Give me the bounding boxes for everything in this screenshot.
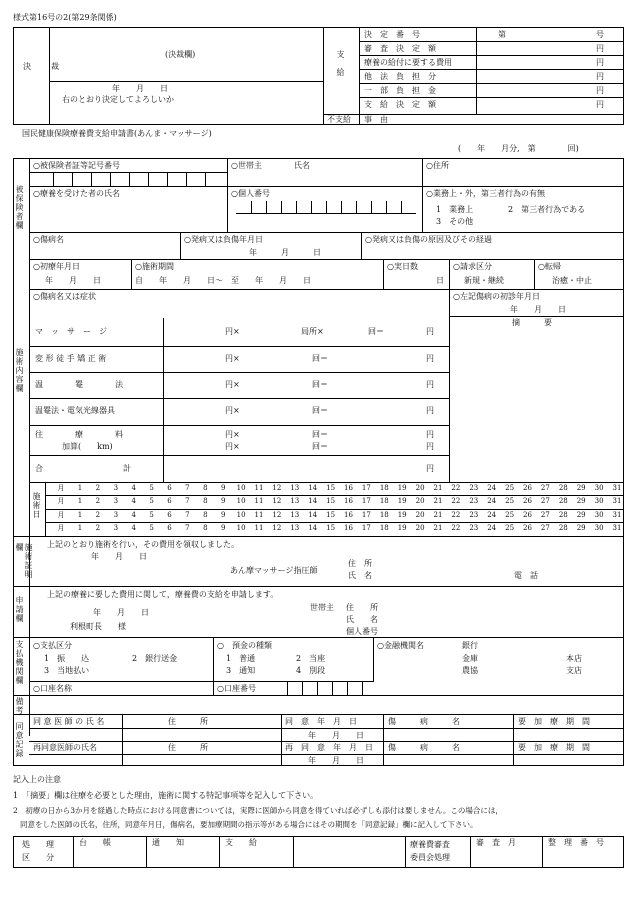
pay-type-label: ○支払区分 [33, 641, 72, 650]
day-cell[interactable]: 5 [149, 497, 154, 505]
day-cell[interactable]: 29 [576, 497, 586, 505]
treatment-item-c3: 回＝ [312, 380, 328, 389]
day-cell[interactable]: 25 [505, 497, 515, 505]
mayor-label: 利根町長 様 [70, 622, 126, 631]
day-cell[interactable]: 2 [95, 484, 101, 492]
treatment-item-c1: 円× [225, 406, 240, 415]
day-cell[interactable]: 11 [254, 511, 264, 519]
day-cell[interactable]: 20 [415, 511, 425, 519]
day-cell[interactable]: 19 [397, 497, 407, 505]
treatment-item-c1: 円× [225, 380, 240, 389]
day-cell[interactable]: 30 [594, 524, 604, 532]
day-cell[interactable]: 18 [379, 511, 389, 519]
day-cell[interactable]: 18 [379, 524, 389, 532]
treatment-item-c4: 円 [426, 380, 434, 389]
consent-date-label: 同 意 年 月 日 [285, 717, 357, 726]
day-cell[interactable]: 18 [379, 497, 389, 505]
deposit-opt3: 3 通知 [226, 666, 256, 675]
day-cell[interactable]: 28 [558, 497, 568, 505]
re-consent-date-label: 再 同 意 年 月 日 [285, 743, 373, 752]
period-field-label: ○施術期間 [135, 262, 174, 271]
pay-row-value: 第 [498, 30, 506, 39]
day-cell[interactable]: 30 [594, 511, 604, 519]
day-cell[interactable]: 21 [433, 524, 443, 532]
pay-row-unit: 円 [596, 58, 604, 67]
day-cell[interactable]: 9 [220, 511, 226, 519]
day-cell[interactable]: 26 [523, 524, 532, 532]
symptom-label: ○傷病名又は症状 [33, 292, 96, 301]
certificate-ymd: 年 月 日 [91, 552, 147, 561]
day-cell[interactable]: 21 [433, 497, 443, 505]
day-cell[interactable]: 6 [167, 511, 172, 519]
treatment-item-c3: 回＝ [368, 327, 384, 336]
first-date-label: ○初療年月日 [33, 262, 80, 271]
footer-shinsa: 審 査 月 [476, 838, 516, 847]
payment-side-label: 支 給 [336, 50, 345, 77]
note-2: 2 初療の日から3か月を経過した時点における同意書については，実際に医師から同意を得ていれば必ずしも添付は要しません。この場合には， [13, 806, 503, 815]
days-row [48, 523, 623, 533]
re-consent-disease-label: 傷 病 名 [388, 743, 460, 752]
treatment-item-c4: 円 [426, 354, 434, 363]
day-cell[interactable]: 13 [290, 524, 300, 532]
day-cell[interactable]: 7 [185, 511, 190, 519]
onset-label: ○発病又は負傷年月日 [184, 235, 263, 244]
day-cell[interactable]: 21 [433, 511, 443, 519]
day-cell[interactable]: 14 [308, 511, 318, 519]
pay-row-label: 一 部 負 担 金 [364, 86, 436, 95]
day-cell[interactable]: 12 [272, 497, 282, 505]
footer-committee: 療養費審査 [410, 840, 450, 849]
day-cell[interactable]: 3 [113, 484, 119, 492]
day-cell[interactable]: 31 [612, 497, 622, 505]
day-cell[interactable]: 5 [149, 484, 154, 492]
pay-row-label: 支 給 決 定 額 [364, 100, 436, 109]
day-cell[interactable]: 17 [361, 497, 371, 505]
day-cell[interactable]: 7 [185, 497, 190, 505]
day-cell[interactable]: 28 [558, 511, 568, 519]
day-cell[interactable]: 15 [326, 524, 336, 532]
treatment-item-c2: 局所× [301, 327, 324, 336]
footer-tsuchi: 通 知 [152, 838, 184, 847]
pay-type-opt2: 2 銀行送金 [132, 654, 178, 663]
day-cell[interactable]: 2 [95, 511, 101, 519]
address-label: ○住所 [426, 161, 449, 170]
footer-daicho: 台 帳 [79, 838, 111, 847]
claim-label: ○請求区分 [453, 262, 492, 271]
consent-ymd: 年 月 日 [308, 731, 364, 740]
approve-text: 右のとおり決定してよろしいか [62, 95, 174, 104]
day-cell[interactable]: 31 [612, 524, 622, 532]
bank-side-label: 支払機関欄 [15, 640, 24, 685]
day-cell[interactable]: 8 [203, 511, 208, 519]
day-cell[interactable]: 4 [131, 497, 136, 505]
day-cell[interactable]: 22 [451, 511, 461, 519]
treatment-item-name: マ ッ サ ー ジ [35, 327, 107, 336]
day-cell[interactable]: 2 [95, 497, 101, 505]
branch-shiten: 支店 [566, 666, 582, 675]
pay-row-unit: 円 [596, 72, 604, 81]
day-cell[interactable]: 10 [236, 497, 246, 505]
day-cell[interactable]: 27 [540, 511, 550, 519]
day-cell[interactable]: 26 [523, 511, 532, 519]
period-label: ( 年 月分, 第 回) [458, 144, 579, 153]
day-cell[interactable]: 18 [379, 484, 389, 492]
day-cell[interactable]: 13 [290, 497, 300, 505]
day-cell[interactable]: 12 [272, 484, 282, 492]
day-cell[interactable]: 30 [594, 497, 604, 505]
pay-type-opt3: 3 当地払い [44, 666, 90, 675]
day-cell[interactable]: 6 [167, 524, 172, 532]
application-side-label: 申請欄 [15, 596, 24, 623]
disease-label: ○傷病名 [33, 235, 64, 244]
day-cell[interactable]: 10 [236, 524, 246, 532]
application-text: 上記の療養に要した費用に関して，療養費の支給を申請します。 [47, 590, 279, 599]
day-cell[interactable]: 6 [167, 484, 172, 492]
day-cell[interactable]: 28 [558, 484, 568, 492]
householder-sign: 世帯主 [310, 603, 334, 612]
kessai-area: (決裁欄) [165, 50, 196, 59]
day-cell[interactable]: 15 [326, 497, 336, 505]
day-cell[interactable]: 23 [469, 511, 479, 519]
days-label: ○実日数 [387, 262, 418, 271]
claim-opts: 新規・継続 [464, 276, 504, 285]
footer-kubun: 区 分 [22, 853, 54, 862]
application-pno: 個人番号 [346, 627, 378, 636]
consent-side-label: 同意記録 [15, 722, 24, 758]
kessai-label: 決 裁 [23, 62, 65, 71]
notes-title: 記入上の注意 [13, 775, 61, 784]
treatment-item-name: 変 形 徒 手 矯 正 術 [35, 354, 107, 363]
third-party-opt1: 1 業務上 [436, 205, 474, 214]
treatment-item-c3: 回＝ [312, 354, 328, 363]
re-doctor-label: 再同意医師の氏名 [33, 743, 97, 752]
certificate-side-label: 施術証明欄 [15, 543, 33, 579]
treatment-item-c3: 回＝ [312, 430, 328, 439]
deposit-opt2: 2 当座 [296, 654, 326, 663]
pay-row-unit: 円 [596, 100, 604, 109]
day-cell[interactable]: 1 [77, 524, 83, 532]
pay-row-unit: 円 [596, 86, 604, 95]
day-cell[interactable]: 11 [254, 497, 264, 505]
day-cell[interactable]: 25 [505, 484, 515, 492]
day-cell[interactable]: 9 [220, 484, 226, 492]
pay-row-label: 審 査 決 定 額 [364, 44, 436, 53]
treatment-item-c4: 円 [426, 442, 434, 451]
day-cell[interactable]: 22 [451, 497, 461, 505]
insured-side-label: 被保険者欄 [15, 185, 24, 230]
day-cell[interactable]: 8 [203, 524, 208, 532]
day-cell[interactable]: 29 [576, 511, 586, 519]
period-ymd: 自 年 月 日～ 至 年 月 日 [135, 276, 311, 285]
branch-honten: 本店 [566, 654, 582, 663]
consent-doctor-label: 同 意 医 師 の 氏 名 [33, 717, 105, 726]
day-cell[interactable]: 12 [272, 524, 282, 532]
outcome-opts: 治癒・中止 [552, 276, 592, 285]
day-cell[interactable]: 16 [344, 497, 353, 505]
re-consent-period-label: 要 加 療 期 間 [518, 743, 590, 752]
day-cell[interactable]: 23 [469, 497, 479, 505]
day-cell[interactable]: 1 [77, 497, 83, 505]
card-no-label: ○被保険者証等記号番号 [33, 161, 120, 170]
re-consent-ymd: 年 月 日 [308, 756, 364, 765]
day-cell[interactable]: 11 [254, 484, 264, 492]
left-first-label: ○左記傷病の初診年月日 [453, 292, 540, 301]
deposit-label: ○ 預金の種類 [217, 641, 272, 650]
days-unit: 日 [436, 276, 444, 285]
day-cell[interactable]: 26 [523, 484, 532, 492]
third-party-opt3: 3 その他 [436, 217, 474, 226]
day-cell[interactable]: 8 [203, 497, 208, 505]
day-cell[interactable]: 3 [113, 524, 119, 532]
days-row [48, 483, 623, 493]
account-no-label: ○口座番号 [217, 684, 256, 693]
consent-disease-label: 傷 病 名 [388, 717, 460, 726]
day-cell[interactable]: 16 [344, 511, 353, 519]
day-cell[interactable]: 13 [290, 484, 300, 492]
note-2b: 同意をした医師の氏名，住所，同意年月日，傷病名，要加療期間の指示等がある場合にはその期間を「同意記録」欄に記入して下さい。 [20, 820, 478, 829]
day-cell[interactable]: 24 [487, 484, 497, 492]
days-row [48, 496, 623, 506]
pay-type-opt1: 1 振 込 [44, 654, 90, 663]
treatment-item-c4: 円 [426, 406, 434, 415]
footer-shori: 処 理 [22, 840, 54, 849]
householder-label: ○世帯主 氏名 [231, 161, 310, 170]
day-cell[interactable]: 22 [451, 524, 461, 532]
day-cell[interactable]: 9 [220, 524, 226, 532]
day-cell[interactable]: 16 [344, 484, 353, 492]
pay-row-label: 他 法 負 担 分 [364, 72, 436, 81]
day-cell[interactable]: 25 [505, 524, 515, 532]
day-cell[interactable]: 20 [415, 484, 425, 492]
pay-row-label: 療養の給付に要する費用 [364, 58, 452, 67]
application-addr: 住 所 [346, 603, 378, 612]
day-cell[interactable]: 3 [113, 497, 119, 505]
day-cell[interactable]: 2 [95, 524, 101, 532]
kessai-date: 年 月 日 [112, 84, 168, 93]
day-cell[interactable]: 17 [361, 524, 371, 532]
third-party-opt2: 2 第三者行為である [508, 205, 586, 214]
day-cell[interactable]: 29 [576, 524, 586, 532]
treatment-item-c4: 円 [426, 430, 434, 439]
day-cell[interactable]: 7 [185, 524, 190, 532]
day-cell[interactable]: 13 [290, 511, 300, 519]
day-cell[interactable]: 20 [415, 497, 425, 505]
nopay-label: 不支給 [327, 115, 351, 124]
pay-row-unit: 号 [596, 30, 604, 39]
day-cell[interactable]: 14 [308, 524, 318, 532]
deposit-opt4: 4 別段 [296, 666, 326, 675]
day-cell[interactable]: 6 [167, 497, 172, 505]
day-cell[interactable]: 27 [540, 484, 550, 492]
day-cell[interactable]: 4 [131, 511, 136, 519]
day-cell[interactable]: 27 [540, 524, 550, 532]
remarks-side-label: 備考 [15, 697, 24, 715]
note-1: 1 「摘要」欄は往療を必要とした理由，施術に関する特記事項等を記入して下さい。 [13, 791, 319, 800]
day-cell[interactable]: 23 [469, 524, 479, 532]
day-cell[interactable]: 14 [308, 484, 318, 492]
pay-row-label: 決 定 番 号 [364, 30, 420, 39]
month-label: 月 [57, 511, 65, 519]
re-consent-addr-label: 住 所 [168, 743, 208, 752]
personal-no-label: ○個人番号 [231, 189, 270, 198]
day-cell[interactable]: 15 [326, 511, 336, 519]
form-number: 様式第16号の2(第29条関係) [13, 13, 117, 22]
certificate-name: 氏 名 [348, 571, 372, 580]
day-cell[interactable]: 14 [308, 497, 318, 505]
sejutsubi-label: 施術日 [32, 492, 41, 519]
day-cell[interactable]: 3 [113, 511, 119, 519]
day-cell[interactable]: 24 [487, 511, 497, 519]
day-cell[interactable]: 28 [558, 524, 568, 532]
bank-type-bank: 銀行 [462, 641, 478, 650]
reason-label: 事 由 [364, 115, 388, 124]
treatment-item-name: 合 計 [35, 464, 131, 473]
day-cell[interactable]: 17 [361, 484, 371, 492]
day-cell[interactable]: 19 [397, 524, 407, 532]
day-cell[interactable]: 21 [433, 484, 443, 492]
page-title: 国民健康保険療養費支給申請書(あんま・マッサージ) [22, 129, 212, 138]
day-cell[interactable]: 16 [344, 524, 353, 532]
deposit-opt1: 1 普通 [226, 654, 256, 663]
left-first-ymd: 年 月 日 [510, 305, 566, 314]
application-name: 氏 名 [346, 615, 378, 624]
day-cell[interactable]: 5 [149, 511, 154, 519]
day-cell[interactable]: 12 [272, 511, 282, 519]
day-cell[interactable]: 19 [397, 511, 407, 519]
outcome-label: ○転帰 [538, 262, 561, 271]
certificate-tel: 電 話 [514, 571, 538, 580]
treatment-item-c4: 円 [426, 327, 434, 336]
pay-row-unit: 円 [596, 44, 604, 53]
treatment-item-c3: 回＝ [312, 406, 328, 415]
treatment-item-name: 温罨法・電気光線器具 [35, 406, 115, 415]
day-cell[interactable]: 10 [236, 511, 246, 519]
treatment-item-c1: 円× [225, 442, 240, 451]
holder-label: ○口座名称 [33, 684, 72, 693]
treatment-item-c3: 回＝ [312, 442, 328, 451]
treatment-item-c4: 円 [426, 464, 434, 473]
day-cell[interactable]: 30 [594, 484, 604, 492]
onset-ymd: 年 月 日 [249, 248, 321, 257]
month-label: 月 [57, 524, 65, 532]
month-label: 月 [57, 497, 65, 505]
day-cell[interactable]: 7 [185, 484, 190, 492]
day-cell[interactable]: 23 [469, 484, 479, 492]
bank-type-nokyo: 農協 [462, 666, 478, 675]
day-cell[interactable]: 25 [505, 511, 515, 519]
first-ymd: 年 月 日 [45, 276, 101, 285]
footer-committee2: 委員会処理 [410, 853, 450, 862]
day-cell[interactable]: 22 [451, 484, 461, 492]
treatment-side-label: 施術内容欄 [15, 348, 24, 393]
cause-label: ○発病又は負傷の原因及びその経過 [365, 235, 492, 244]
day-cell[interactable]: 26 [523, 497, 532, 505]
treatment-item-sub: 加算( km) [62, 442, 113, 451]
third-party-label: ○業務上・外，第三者行為の有無 [426, 189, 545, 198]
day-cell[interactable]: 10 [236, 484, 246, 492]
footer-seiri: 整 理 番 号 [548, 838, 604, 847]
day-cell[interactable]: 5 [149, 524, 154, 532]
day-cell[interactable]: 11 [254, 524, 264, 532]
day-cell[interactable]: 8 [203, 484, 208, 492]
day-cell[interactable]: 19 [397, 484, 407, 492]
application-ymd: 年 月 日 [93, 608, 149, 617]
practitioner-label: あん摩マッサージ指圧師 [230, 566, 318, 575]
treatment-item-name: 往 療 料 [35, 430, 123, 439]
day-cell[interactable]: 15 [326, 484, 336, 492]
day-cell[interactable]: 29 [576, 484, 586, 492]
day-cell[interactable]: 4 [131, 484, 136, 492]
footer-shikyu: 支 給 [225, 838, 257, 847]
consent-addr-label: 住 所 [168, 717, 208, 726]
day-cell[interactable]: 24 [487, 497, 497, 505]
day-cell[interactable]: 4 [131, 524, 136, 532]
day-cell[interactable]: 24 [487, 524, 497, 532]
days-row [48, 510, 623, 520]
remarks-heading: 摘 要 [512, 318, 552, 327]
treatment-item-c1: 円× [225, 327, 240, 336]
institution-label: ○金融機関名 [377, 641, 424, 650]
certificate-text: 上記のとおり施術を行い，その費用を領収しました。 [47, 540, 239, 549]
treatment-item-c1: 円× [225, 354, 240, 363]
day-cell[interactable]: 31 [612, 484, 622, 492]
patient-name-label: ○療養を受けた者の氏名 [33, 189, 120, 198]
certificate-addr: 住 所 [348, 559, 372, 568]
day-cell[interactable]: 31 [612, 511, 622, 519]
month-label: 月 [57, 484, 65, 492]
day-cell[interactable]: 1 [77, 511, 83, 519]
consent-period-label: 要 加 療 期 間 [518, 717, 590, 726]
bank-type-kinko: 金庫 [462, 654, 478, 663]
day-cell[interactable]: 9 [220, 497, 226, 505]
day-cell[interactable]: 27 [540, 497, 550, 505]
treatment-item-name: 温 罨 法 [35, 380, 123, 389]
treatment-item-c1: 円× [225, 430, 240, 439]
day-cell[interactable]: 1 [77, 484, 83, 492]
day-cell[interactable]: 20 [415, 524, 425, 532]
day-cell[interactable]: 17 [361, 511, 371, 519]
